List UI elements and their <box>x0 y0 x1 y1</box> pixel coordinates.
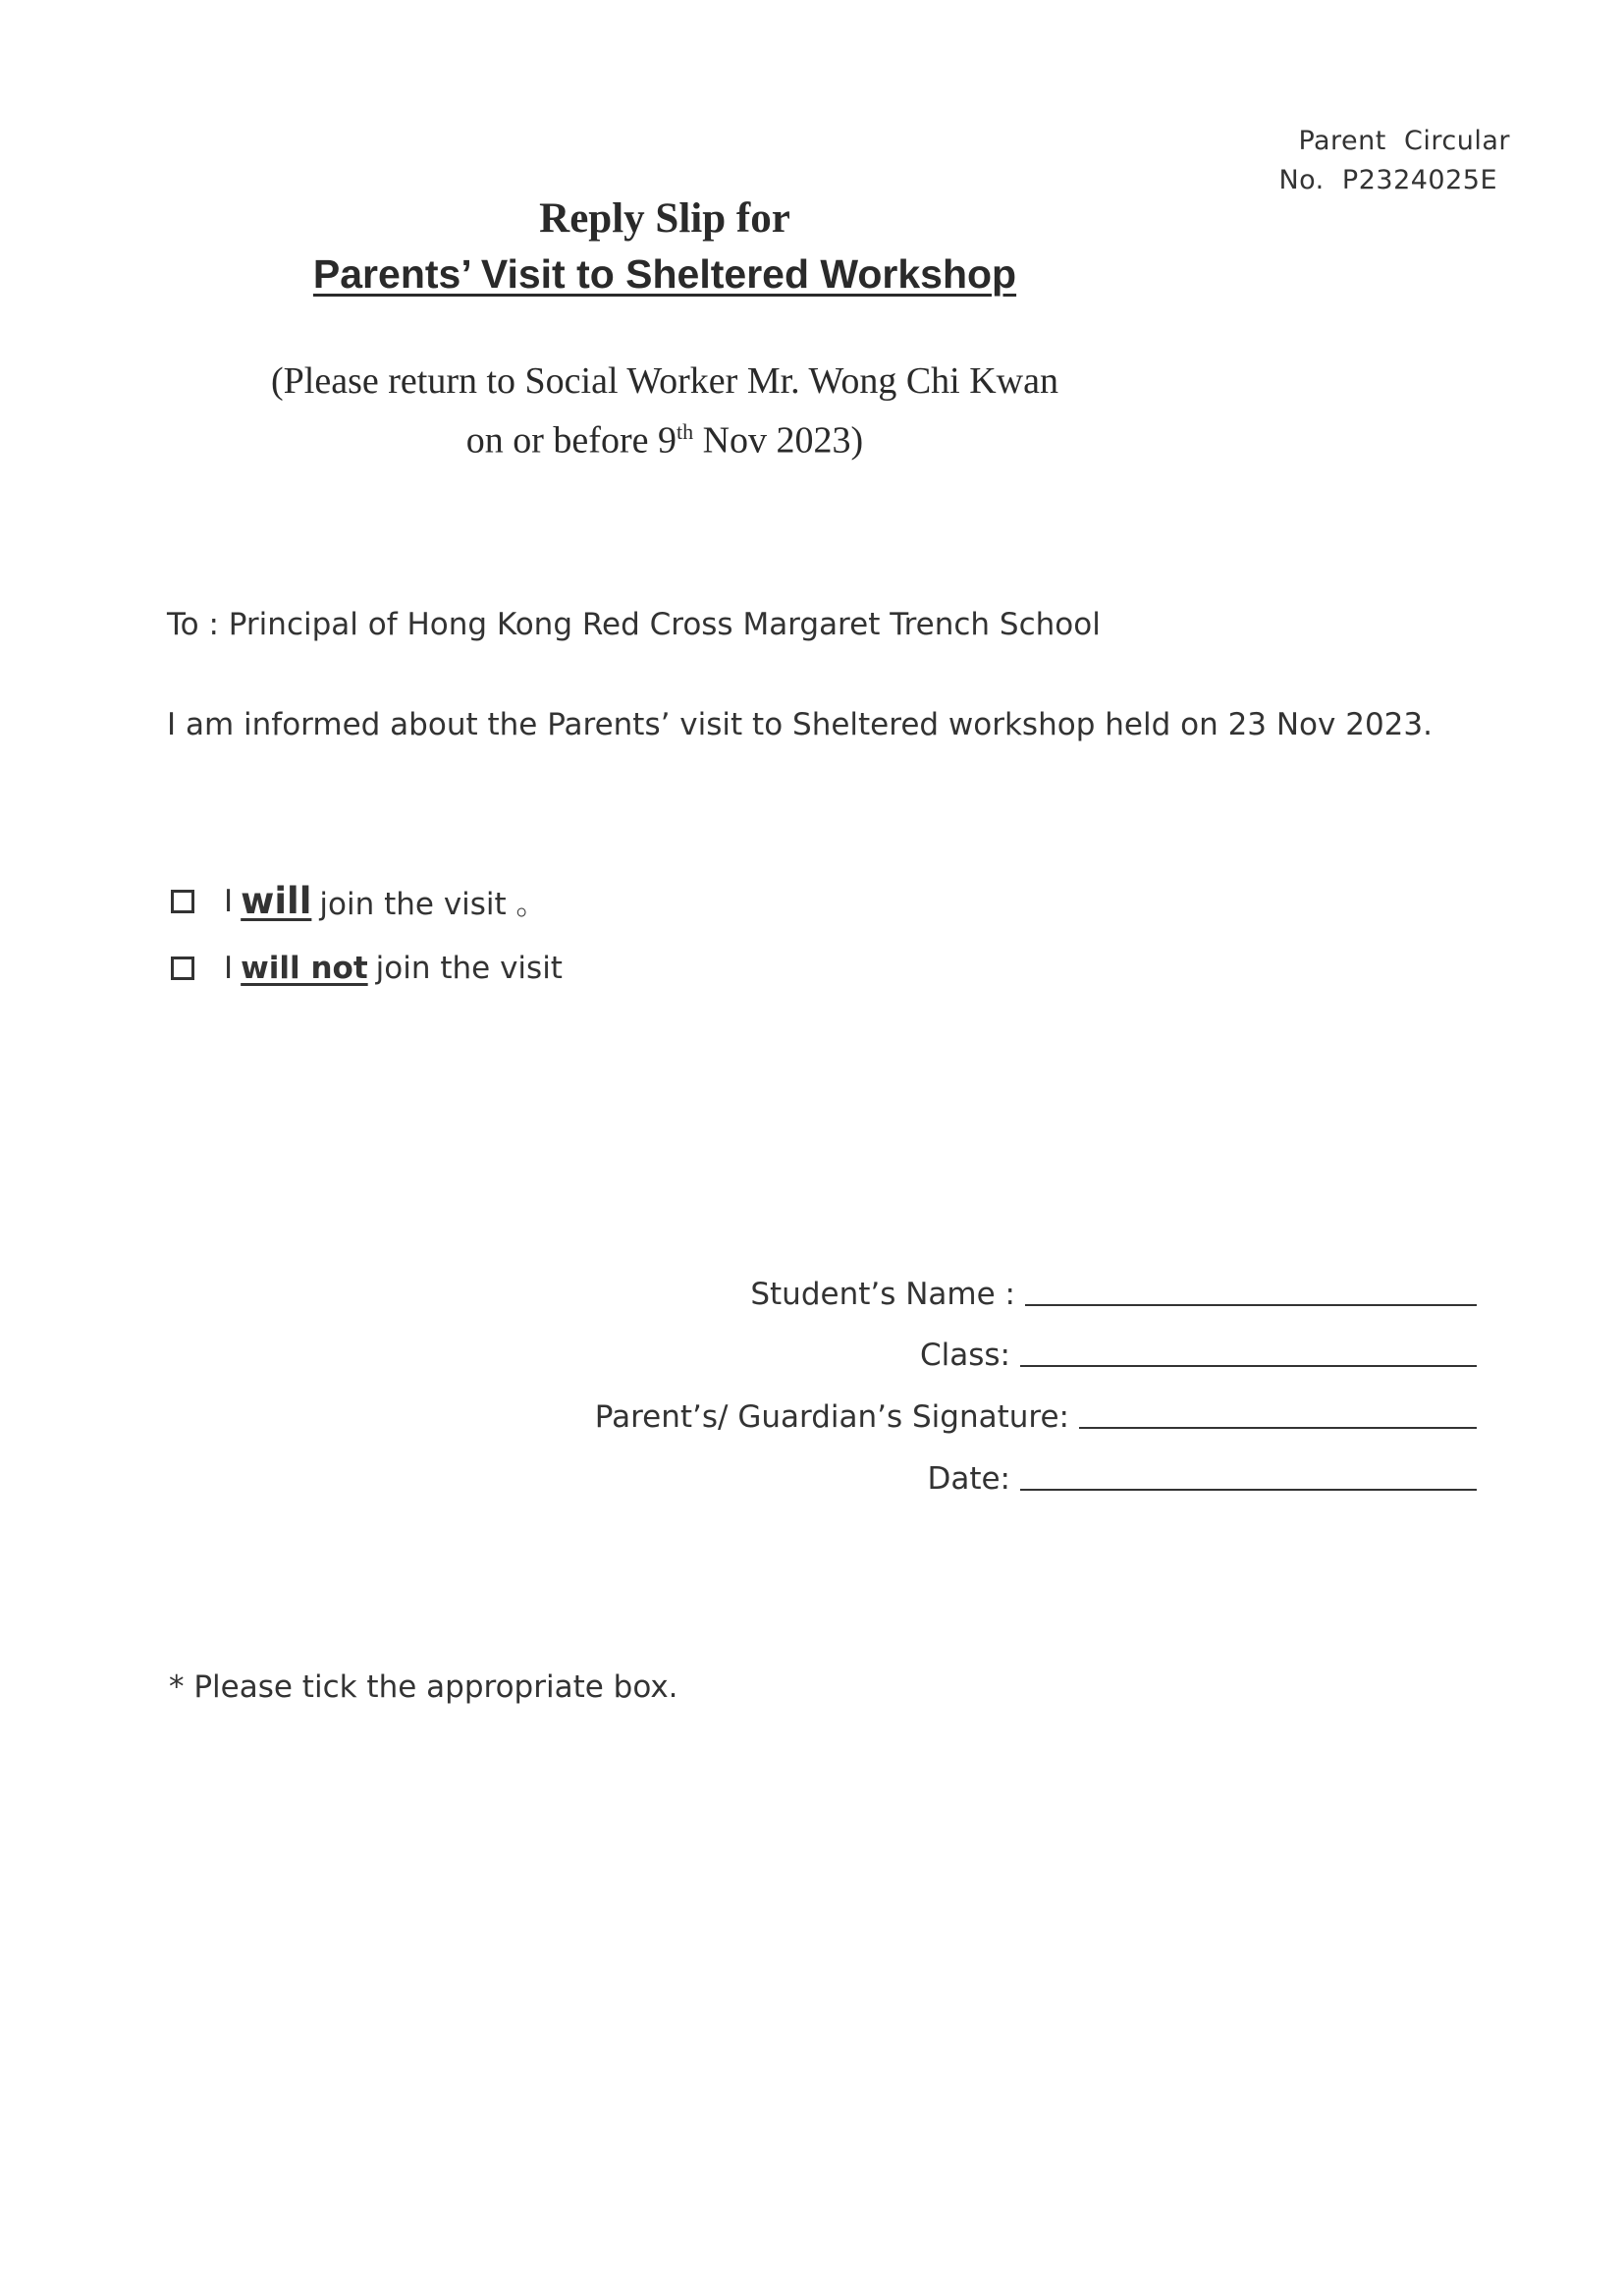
circular-label: Parent Circular <box>1298 126 1510 156</box>
date-label: Date: <box>927 1461 1010 1497</box>
will-join-checkbox[interactable] <box>171 890 194 913</box>
student-name-label: Student’s Name : <box>750 1277 1015 1312</box>
option-prefix: I <box>224 883 234 919</box>
date-blank[interactable] <box>1020 1488 1477 1491</box>
option-emphasis: will not <box>241 951 368 986</box>
student-name-blank[interactable] <box>1025 1303 1477 1306</box>
option-prefix: I <box>224 951 234 986</box>
return-instruction <box>0 355 1477 466</box>
instruction-date-suffix: th <box>676 419 694 444</box>
instruction-date-before: on or before 9 <box>465 419 677 462</box>
signature-field <box>595 1399 1477 1435</box>
class-blank[interactable] <box>1020 1364 1477 1367</box>
date-field <box>927 1461 1477 1497</box>
will-not-join-checkbox[interactable] <box>171 957 194 980</box>
class-label: Class: <box>919 1338 1010 1373</box>
addressee-line: To : Principal of Hong Kong Red Cross Margaret Trench School <box>167 607 1101 642</box>
page-subtitle <box>0 251 1477 298</box>
option-suffix: join the visit <box>375 951 563 986</box>
footnote: * Please tick the appropriate box. <box>169 1669 678 1705</box>
subtitle-text: Parents’ Visit to Sheltered Workshop <box>312 251 1017 297</box>
instruction-date-after: Nov 2023) <box>693 419 864 462</box>
signature-label: Parent’s/ Guardian’s Signature: <box>594 1399 1069 1435</box>
informed-statement: I am informed about the Parents’ visit to Sheltered workshop held on 23 Nov 2023. <box>167 707 1433 742</box>
signature-blank[interactable] <box>1079 1426 1477 1429</box>
page-title: Reply Slip for <box>539 195 790 242</box>
circular-reference <box>1278 122 1510 200</box>
instruction-line-1: (Please return to Social Worker Mr. Wong Chi Kwan <box>271 360 1058 402</box>
student-name-field <box>750 1277 1477 1312</box>
option-suffix: join the visit 。 <box>319 887 547 922</box>
option-will-not-join <box>171 951 563 986</box>
instruction-line-2 <box>0 407 1477 466</box>
option-will-join <box>171 879 547 923</box>
circular-number: No. P2324025E <box>1278 165 1498 195</box>
class-field <box>920 1338 1477 1373</box>
option-emphasis: will <box>241 880 312 922</box>
